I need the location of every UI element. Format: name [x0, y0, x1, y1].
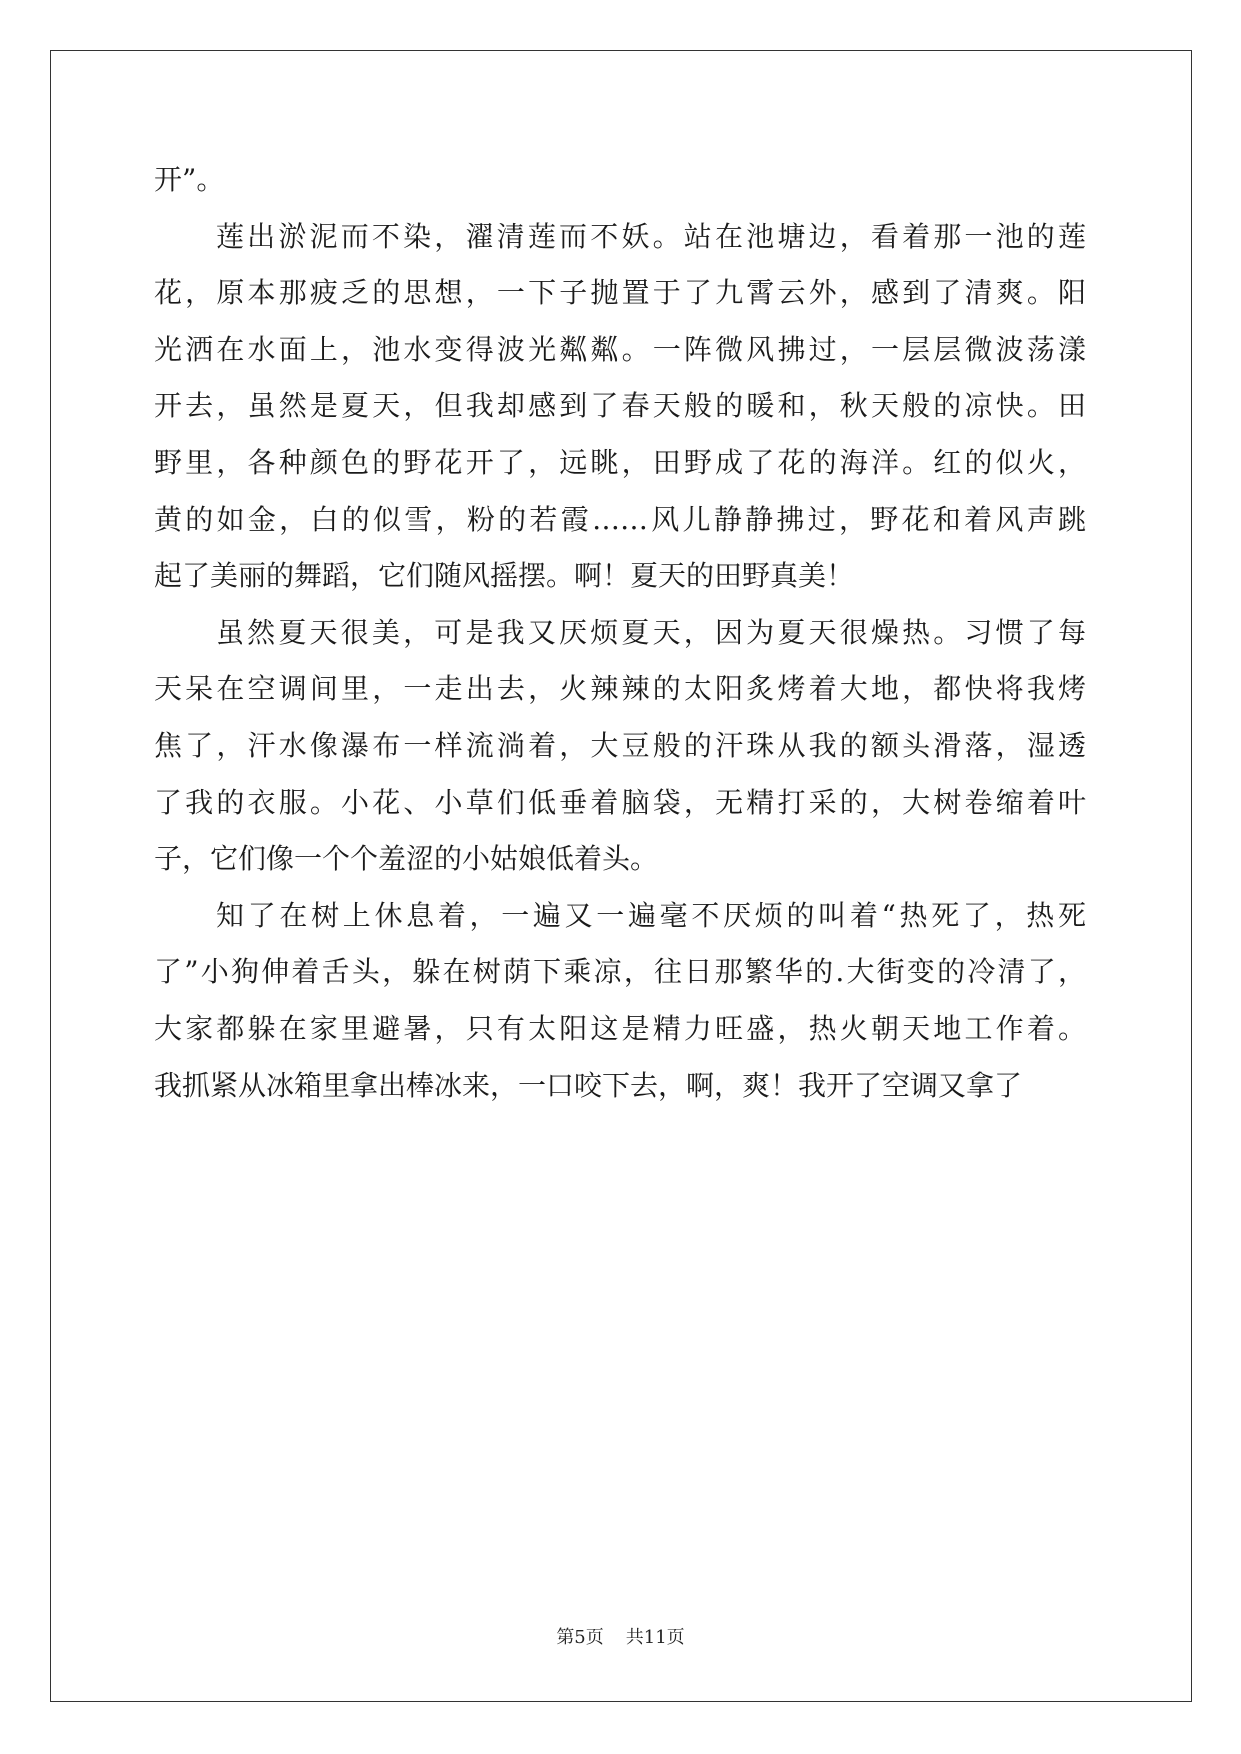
page-number: 第5页: [556, 1627, 604, 1648]
text-line: 起了美丽的舞蹈，它们随风摇摆。啊！夏天的田野真美！: [154, 559, 855, 593]
text-line: 知了在树上休息着，一遍又一遍毫不厌烦的叫着“热死了，热死: [216, 898, 1086, 932]
text-line: 虽然夏天很美，可是我又厌烦夏天，因为夏天很燥热。习惯了每: [216, 615, 1086, 649]
text-line: 黄的如金，白的似雪，粉的若霞……风儿静静拂过，野花和着风声跳: [154, 502, 1086, 536]
document-body: [154, 162, 1086, 1124]
text-line: 花，原本那疲乏的思想，一下子抛置于了九霄云外，感到了清爽。阳: [154, 276, 1086, 310]
text-line: 我抓紧从冰箱里拿出棒冰来，一口咬下去，啊，爽！我开了空调又拿了: [154, 1068, 1023, 1102]
text-line: 天呆在空调间里，一走出去，火辣辣的太阳炙烤着大地，都快将我烤: [154, 672, 1086, 706]
text-line: 莲出淤泥而不染，濯清莲而不妖。站在池塘边，看着那一池的莲: [216, 219, 1086, 253]
text-line: 开”。: [154, 163, 225, 196]
page-total: 共11页: [625, 1627, 685, 1648]
text-line: 野里，各种颜色的野花开了，远眺，田野成了花的海洋。红的似火，: [154, 445, 1086, 479]
text-line: 光洒在水面上，池水变得波光粼粼。一阵微风拂过，一层层微波荡漾: [154, 332, 1086, 366]
text-line: 焦了，汗水像瀑布一样流淌着，大豆般的汗珠从我的额头滑落，湿透: [154, 728, 1086, 762]
page-footer: [0, 1627, 1241, 1649]
text-line: 了我的衣服。小花、小草们低垂着脑袋，无精打采的，大树卷缩着叶: [154, 785, 1086, 819]
text-line: 了”小狗伸着舌头，躲在树荫下乘凉，往日那繁华的.大街变的冷清了，: [154, 955, 1086, 989]
text-line: 大家都躲在家里避暑，只有太阳这是精力旺盛，热火朝天地工作着。: [154, 1011, 1086, 1045]
text-line: 子，它们像一个个羞涩的小姑娘低着头。: [154, 842, 659, 876]
text-line: 开去，虽然是夏天，但我却感到了春天般的暖和，秋天般的凉快。田: [154, 389, 1086, 423]
